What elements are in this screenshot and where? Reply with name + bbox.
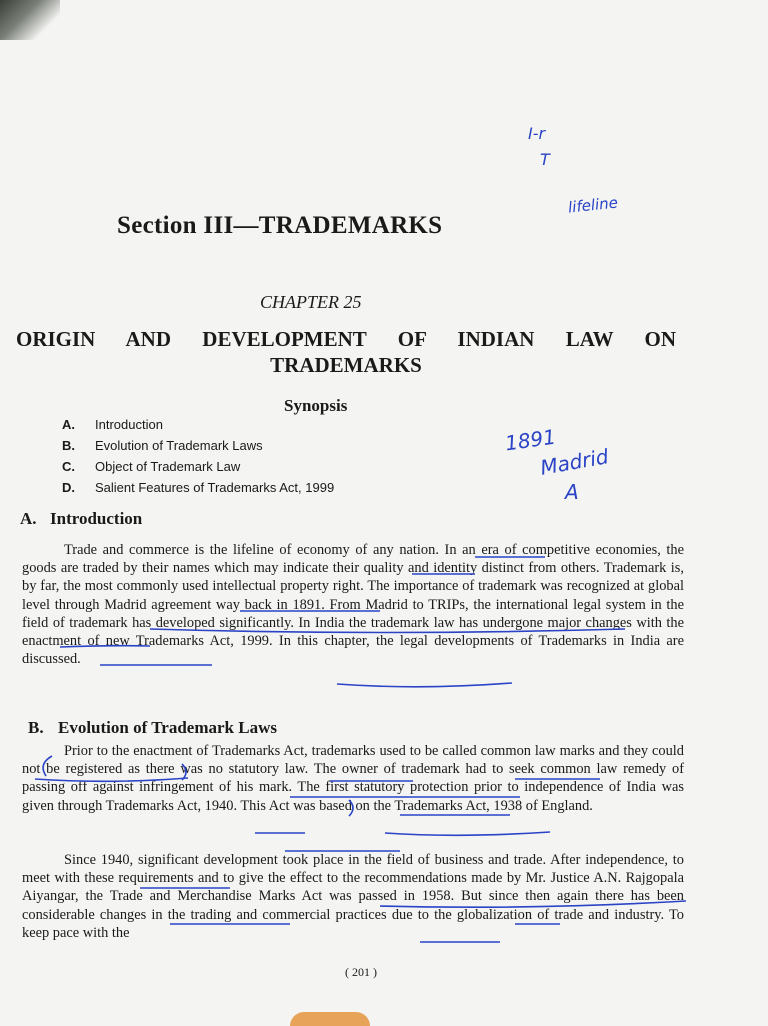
chapter-title [16, 326, 676, 378]
evolution-paragraph-1 [22, 742, 684, 815]
handwritten-note: Madrid [538, 444, 611, 480]
synopsis-item [62, 477, 334, 498]
synopsis-item-letter: D. [62, 480, 75, 495]
introduction-paragraph [22, 541, 684, 668]
synopsis-item-text: Evolution of Trademark Laws [95, 438, 263, 453]
synopsis-item-letter: A. [62, 417, 75, 432]
synopsis-heading: Synopsis [284, 396, 348, 415]
heading-text: Introduction [50, 509, 143, 528]
synopsis-item [62, 414, 334, 435]
handwritten-note: A [565, 480, 579, 504]
pen-underline [385, 832, 550, 835]
page-corner-shadow [0, 0, 60, 40]
synopsis-item [62, 456, 334, 477]
introduction-heading [20, 509, 142, 529]
heading-letter: A. [20, 509, 37, 528]
handwritten-note: 1891 [503, 424, 558, 456]
section-title: Section III—TRADEMARKS [117, 212, 443, 239]
synopsis-item-letter: C. [62, 459, 75, 474]
synopsis-item-text: Introduction [95, 417, 163, 432]
heading-letter: B. [28, 718, 44, 737]
chapter-title-line-1: ORIGIN AND DEVELOPMENT OF INDIAN LAW ON [16, 327, 676, 351]
synopsis-item-text: Object of Trademark Law [95, 459, 241, 474]
heading-text: Evolution of Trademark Laws [58, 718, 277, 737]
chapter-title-line-2: TRADEMARKS [270, 353, 422, 377]
synopsis-list [62, 414, 334, 498]
handwritten-note: lifeline [567, 193, 619, 217]
evolution-paragraph-2 [22, 851, 684, 942]
synopsis-item-letter: B. [62, 438, 75, 453]
evolution-paragraph-1-text: Prior to the enactment of Trademarks Act, trademarks used to be called common law marks and they could not be registered as there was no statutory law. The owner of trademark had to seek common law remedy of passing off against infringement of his mark. The first statutory protection prior to independence of India was given through Trademarks Act, 1940. This Act was based on the Trademarks Act, 1938 of England. [22, 743, 684, 814]
introduction-paragraph-text: Trade and commerce is the lifeline of economy of any nation. In an era of competitive economies, the goods are traded by their names which may indicate their quality and identity distinct from others. Trademark is, by far, the most commonly used intellectual property right. The importance of trademark was recognized at global level through Madrid agreement way back in 1891. From Madrid to TRIPs, the international legal system in the field of trademark has developed significantly. In India the trademark law has undergone major changes with the enactment of new Trademarks Act, 1999. In this chapter, the legal developments of Trademarks in India are discussed. [22, 542, 684, 668]
evolution-paragraph-2-text: Since 1940, significant development took place in the field of business and trade. After independence, to meet with these requirements and to give the effect to the recommendations made by Mr. Justice A.N. Rajgopala Aiyangar, the Trade and Merchandise Marks Act was passed in 1958. But since then again there has been considerable changes in the trading and commercial practices due to the globalization of trade and industry. To keep pace with the [22, 852, 684, 941]
handwritten-note: T [540, 150, 550, 169]
chapter-label: CHAPTER 25 [260, 292, 362, 312]
synopsis-item [62, 435, 334, 456]
evolution-heading [28, 718, 277, 738]
pen-underline [337, 683, 512, 687]
page-number: ( 201 ) [345, 965, 377, 979]
synopsis-item-text: Salient Features of Trademarks Act, 1999 [95, 480, 335, 495]
handwritten-note: I-r [528, 124, 546, 143]
